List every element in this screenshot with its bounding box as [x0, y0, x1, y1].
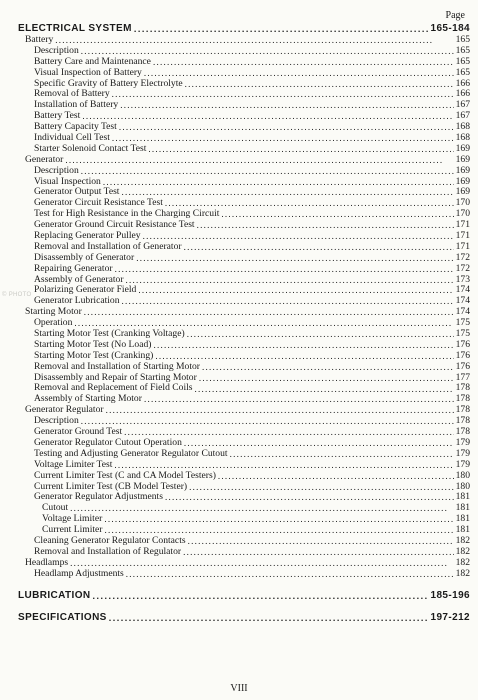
toc-entry-page: 170: [455, 208, 470, 220]
toc-entry: [16, 460, 470, 471]
toc-entry-label: Battery Test: [34, 110, 81, 122]
toc-entry-page: 169: [455, 142, 470, 154]
toc-entry-page: 178: [455, 393, 470, 405]
toc-entry-page: 181: [455, 524, 470, 536]
dot-leader: [93, 591, 429, 602]
toc-entry-page: 165: [455, 33, 470, 45]
dot-leader: [144, 68, 454, 79]
toc-entry-label: Testing and Adjusting Generator Regulator Cutout: [34, 447, 228, 459]
toc-entry: [16, 307, 470, 318]
toc-entry-page: 169: [455, 164, 470, 176]
toc-entry-label: Starting Motor Test (Cranking Voltage): [34, 328, 185, 340]
toc-entry-label: Replacing Generator Pulley: [34, 230, 141, 242]
toc-entry-page: 182: [455, 545, 470, 557]
toc-section-heading: [16, 23, 470, 35]
toc-entry: [16, 558, 470, 569]
toc-entry-page: 169: [455, 186, 470, 198]
toc-entry-page: 181: [455, 502, 470, 514]
toc-entry-label: Generator Regulator Adjustments: [34, 491, 163, 503]
toc-entry-label: Specific Gravity of Battery Electrolyte: [34, 77, 183, 89]
toc-entry: [16, 155, 470, 166]
toc-entry: [16, 100, 470, 111]
toc-entry: [16, 362, 470, 373]
toc-entry-page: 182: [455, 567, 470, 579]
dot-leader: [126, 569, 454, 580]
dot-leader: [115, 264, 454, 275]
watermark-text: © PHOTO: [2, 292, 32, 298]
dot-leader: [136, 253, 453, 264]
toc-entry-label: Headlamps: [25, 556, 69, 568]
toc-entry-label: Generator Ground Circuit Resistance Test: [34, 219, 195, 231]
dot-leader: [65, 155, 453, 166]
toc-entry: [16, 264, 470, 275]
toc-entry-page: 179: [455, 458, 470, 470]
dot-leader: [122, 296, 454, 307]
dot-leader: [104, 514, 453, 525]
toc-section-heading: [16, 612, 470, 624]
dot-leader: [120, 100, 453, 111]
dot-leader: [70, 558, 453, 569]
toc-entry: [16, 405, 470, 416]
toc-entry: [16, 547, 470, 558]
toc-entry-label: Cutout: [42, 502, 69, 514]
dot-leader: [55, 35, 453, 46]
dot-leader: [112, 89, 454, 100]
toc-entry-page: 172: [455, 262, 470, 274]
toc-entry-page: 175: [455, 317, 470, 329]
toc-entry-label: Generator Output Test: [34, 186, 120, 198]
toc-entry-page: 176: [455, 349, 470, 361]
dot-leader: [126, 275, 454, 286]
dot-leader: [197, 220, 454, 231]
toc-entry-page: 167: [455, 110, 470, 122]
toc-entry-label: ELECTRICAL SYSTEM: [18, 23, 132, 35]
toc-entry-label: Headlamp Adjustments: [34, 567, 124, 579]
toc-entry-page: 165-184: [430, 23, 470, 35]
toc-entry-page: 168: [455, 132, 470, 143]
toc-entry-label: SPECIFICATIONS: [18, 611, 107, 623]
dot-leader: [134, 24, 429, 35]
toc-entry-label: Battery Care and Maintenance: [34, 55, 151, 67]
dot-leader: [112, 133, 454, 144]
toc-entry-label: Battery Capacity Test: [34, 121, 117, 133]
toc-entry-page: 176: [455, 338, 470, 350]
toc-entry-page: 174: [455, 284, 470, 296]
toc-entry-label: Starting Motor Test (Cranking): [34, 349, 154, 361]
dot-leader: [148, 144, 453, 155]
toc-entry-label: Disassembly of Generator: [34, 251, 135, 263]
dot-leader: [202, 362, 454, 373]
toc-entry-page: 171: [455, 240, 470, 252]
toc-entry-page: 173: [455, 273, 470, 285]
toc-entry-label: LUBRICATION: [18, 589, 91, 601]
toc-entry-label: Current Limiter Test (C and CA Model Testers): [34, 469, 216, 481]
toc-entry-page: 165: [455, 66, 470, 78]
toc-entry-label: Removal and Installation of Regulator: [34, 545, 182, 557]
dot-leader: [218, 471, 454, 482]
dot-leader: [153, 57, 454, 68]
toc-entry-label: Description: [34, 44, 79, 56]
dot-leader: [82, 111, 453, 122]
toc-entry-page: 181: [455, 491, 470, 503]
toc-entry-label: Installation of Battery: [34, 99, 119, 111]
toc-entry-label: Generator Regulator: [25, 404, 104, 416]
dot-leader: [70, 503, 453, 514]
toc-entry-page: 171: [455, 219, 470, 231]
dot-leader: [230, 449, 454, 460]
toc-entry-label: Starter Solenoid Contact Test: [34, 142, 147, 154]
toc-entry-page: 178: [455, 415, 470, 427]
toc-entry: [16, 471, 470, 482]
toc-entry-label: Generator Regulator Cutout Operation: [34, 436, 182, 448]
toc-entry-label: Current Limiter: [42, 524, 103, 536]
toc-entry-label: Current Limiter Test (CB Model Tester): [34, 480, 188, 492]
toc-entry-label: Assembly of Generator: [34, 273, 124, 285]
toc-entry-label: Individual Cell Test: [34, 132, 110, 143]
toc-entry-page: 165: [455, 55, 470, 67]
toc-entry-label: Removal of Battery: [34, 88, 110, 100]
dot-leader: [187, 329, 454, 340]
toc-entry: [16, 35, 470, 46]
toc-entry-page: 185-196: [430, 589, 470, 601]
toc-entry-page: 175: [455, 328, 470, 340]
toc-entry-page: 170: [455, 197, 470, 209]
toc-entry-page: 178: [455, 382, 470, 394]
dot-leader: [221, 209, 453, 220]
dot-leader: [184, 242, 454, 253]
dot-leader: [119, 122, 454, 133]
dot-leader: [106, 405, 454, 416]
toc-section-heading: [16, 590, 470, 602]
toc-entry-label: Polarizing Generator Field: [34, 284, 137, 296]
dot-leader: [114, 460, 453, 471]
dot-leader: [199, 373, 454, 384]
toc-entry-page: 174: [455, 306, 470, 318]
toc-entry-label: Generator: [25, 153, 64, 165]
toc-entry-label: Removal and Installation of Starting Motor: [34, 360, 200, 372]
toc-entry-label: Cleaning Generator Regulator Contacts: [34, 534, 186, 546]
dot-leader: [188, 536, 454, 547]
dot-leader: [81, 166, 454, 177]
toc-entry-label: Operation: [34, 317, 73, 329]
toc-spacer: [16, 580, 470, 590]
toc-entry-page: 178: [455, 426, 470, 438]
toc-entry: [16, 296, 470, 307]
dot-leader: [153, 340, 453, 351]
dot-leader: [195, 384, 454, 395]
toc-entry-page: 171: [455, 230, 470, 242]
dot-leader: [189, 482, 454, 493]
toc-entry: [16, 166, 470, 177]
toc-entry-page: 166: [455, 88, 470, 100]
dot-leader: [103, 177, 454, 188]
dot-leader: [185, 79, 454, 90]
toc-entry-label: Voltage Limiter Test: [34, 458, 113, 470]
toc-entry-page: 172: [455, 251, 470, 263]
toc-entry: [16, 492, 470, 503]
toc-entry-label: Starting Motor Test (No Load): [34, 338, 152, 350]
toc-entry-label: Removal and Installation of Generator: [34, 240, 182, 252]
table-of-contents: [16, 23, 470, 624]
dot-leader: [84, 307, 454, 318]
dot-leader: [109, 613, 429, 624]
toc-entry-label: Generator Ground Test: [34, 426, 123, 438]
dot-leader: [121, 187, 453, 198]
toc-entry-page: 179: [455, 447, 470, 459]
toc-entry-label: Starting Motor: [25, 306, 82, 318]
toc-entry-label: Description: [34, 164, 79, 176]
toc-spacer: [16, 602, 470, 612]
toc-entry-label: Visual Inspection: [34, 175, 101, 187]
dot-leader: [165, 492, 454, 503]
page-column-heading: Page: [445, 10, 465, 21]
toc-entry-label: Disassembly and Repair of Starting Motor: [34, 371, 197, 383]
toc-entry-page: 197-212: [430, 611, 470, 623]
toc-entry-label: Description: [34, 415, 79, 427]
dot-leader: [155, 351, 453, 362]
dot-leader: [81, 416, 454, 427]
toc-entry-page: 169: [455, 175, 470, 187]
toc-entry-page: 182: [455, 534, 470, 546]
toc-entry: [16, 569, 470, 580]
dot-leader: [144, 394, 454, 405]
page-number: VIII: [230, 683, 248, 694]
toc-entry-label: Generator Lubrication: [34, 295, 120, 307]
toc-entry: [16, 68, 470, 79]
toc-entry-page: 182: [455, 556, 470, 568]
toc-entry-page: 166: [455, 77, 470, 89]
dot-leader: [143, 231, 454, 242]
toc-entry-page: 181: [455, 513, 470, 525]
toc-entry-page: 178: [455, 404, 470, 416]
toc-entry-page: 179: [455, 436, 470, 448]
toc-entry-page: 165: [455, 44, 470, 56]
toc-entry-label: Removal and Replacement of Field Coils: [34, 382, 193, 394]
dot-leader: [138, 285, 453, 296]
toc-entry-page: 169: [455, 153, 470, 165]
toc-entry-label: Voltage Limiter: [42, 513, 103, 525]
toc-entry-page: 167: [455, 99, 470, 111]
toc-entry-page: 180: [455, 469, 470, 481]
toc-entry-label: Generator Circuit Resistance Test: [34, 197, 163, 209]
toc-entry-label: Test for High Resistance in the Charging Circuit: [34, 208, 220, 220]
toc-entry-page: 168: [455, 121, 470, 133]
toc-entry-label: Assembly of Starting Motor: [34, 393, 142, 405]
toc-entry-page: 177: [455, 371, 470, 383]
toc-entry: [16, 144, 470, 155]
dot-leader: [183, 547, 454, 558]
toc-entry-label: Visual Inspection of Battery: [34, 66, 142, 78]
toc-entry-page: 180: [455, 480, 470, 492]
toc-entry-page: 174: [455, 295, 470, 307]
toc-entry-page: 176: [455, 360, 470, 372]
toc-entry-label: Battery: [25, 33, 54, 45]
toc-entry-label: Repairing Generator: [34, 262, 113, 274]
